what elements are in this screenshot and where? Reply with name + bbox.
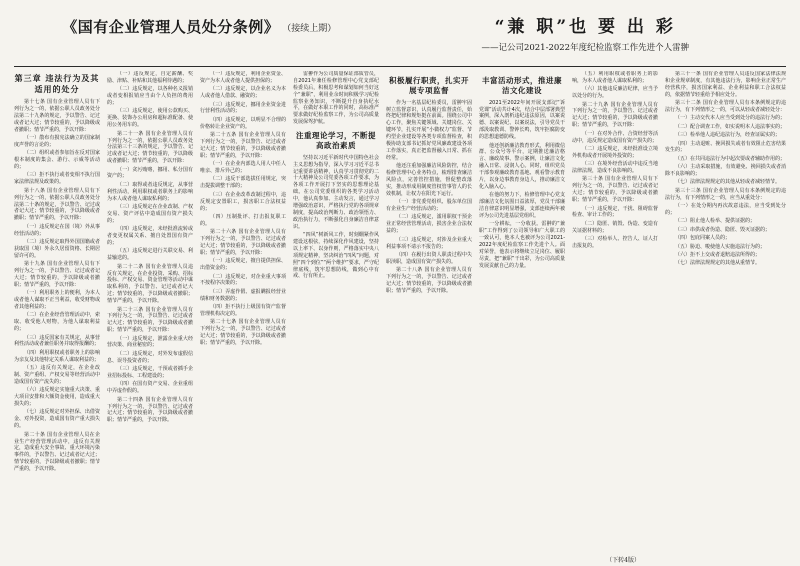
column-3 bbox=[200, 71, 286, 563]
paragraph: （五）违反规定进行关联交易、利益输送的。 bbox=[107, 248, 193, 262]
paragraph: （二）取得或者违反规定，从事营利性活动，利用职权或者职务上的影响为本人或者他人谋取私利的； bbox=[107, 181, 193, 202]
paragraph: （二）违反规定，滥用职权干预企业正常经营管理活动，损害企业合法权益的； bbox=[386, 214, 472, 235]
column-2 bbox=[107, 71, 193, 563]
paragraph: （二）违反规定，对企业重大事项不按程序决策的； bbox=[200, 273, 286, 287]
paragraph: （一）违反规定，自定薪酬、奖励、津贴、补贴和其他福利待遇的； bbox=[107, 71, 193, 84]
paragraph: （三）对检举人、控告人、证人打击报复的。 bbox=[572, 236, 658, 249]
right-headline-title: “兼 职”也 要 出 彩 bbox=[494, 17, 676, 37]
paragraph: 雷翀作为公司质量保证部质管员，自2021年兼任检修管理中心党支部纪检委员后，积极思考和谋划如何当好这个“兼职”，利用业余时间积极学习纪检监察业务知识，不断提升自身执纪水平，在做好本职工作的同时，高标准严要求做好纪检监察工作，为公司高质量发展保驾护航。 bbox=[293, 71, 379, 126]
paragraph: 第二十八条 国有企业管理人员有下列行为之一的，予以警告、记过或者记大过；情节较重的，予以降级或者撤职；情节严重的，予以开除。 bbox=[386, 267, 472, 294]
paragraph: （四）利用职权或者职务上的影响为亲友及其他特定关系人谋取利益的； bbox=[14, 349, 100, 363]
paragraph: （七）法律法规规定的其他从轻或者减轻情节。 bbox=[675, 179, 781, 186]
paragraph: （二）配合调查工作，如实说明本人违法事实的； bbox=[675, 123, 786, 130]
paragraph: （六）拒不上交或者退赔违法所得的； bbox=[675, 251, 761, 258]
paragraph: （二）违反规定，以各种名义报销或者变相报销应当由个人负担的费用的； bbox=[107, 86, 193, 107]
paragraph: （三）违反规定，干预或者插手企业招标投标、工程建设的； bbox=[107, 366, 193, 380]
paragraph: 在他的努力下，检修管理中心党支部廉洁文化氛围日益浓厚，党员干部廉洁自律意识明显增强，支部连续两年被评为公司先进基层党组织。 bbox=[479, 192, 565, 219]
paragraph: （二）阻止他人检举、提供证据的； bbox=[675, 218, 756, 225]
paragraph: （一）在企业内部选人用人中任人唯亲、排斥异己的； bbox=[200, 161, 286, 175]
paragraph: （四）包庇同案人员的； bbox=[675, 235, 731, 242]
paragraph: 他还注重加强廉洁风险防控，结合检修管理中心业务特点，梳理排查廉洁风险点，完善管控措施，督促整改落实，推动形成用制度管权管事管人的长效机制，让权力在阳光下运行。 bbox=[386, 163, 472, 197]
paragraph: （五）在共同违法行为中起次要或者辅助作用的； bbox=[675, 155, 786, 162]
paragraph: （一）利用职务上的便利，为本人或者他人谋取不正当利益，收受财物或者其他利益的； bbox=[14, 290, 100, 310]
paragraph: 第三十条 国有企业管理人员有下列行为之一的，予以警告、记过或者记大过；情节较重的，予以降级或者撤职；情节严重的，予以开除： bbox=[572, 176, 658, 204]
paragraph: （六）主动采取措施，有效避免、挽回损失或者消除不良影响的； bbox=[665, 164, 786, 178]
paragraph: （二）隐匿、销毁、伪造、变造有关证据材料的； bbox=[572, 220, 658, 234]
paragraph: （二）在企业经营管理活动中，索取、收受他人财物，为他人谋取利益的； bbox=[14, 312, 100, 333]
paragraph: 一分耕耘，一分收获。雷翀的“兼职”工作得到了公司领导和广大职工的一致认可，他本人也被评为公司2021-2022年度纪检监察工作先进个人。面对荣誉，他表示将继续立足岗位、履职尽责，把“兼职”干出彩，为公司高质量发展贡献自己的力量。 bbox=[479, 221, 565, 269]
left-headline-title: 《国有企业管理人员处分条例》 bbox=[62, 18, 280, 36]
paragraph: （一）违反规定，利用企业资金、资产为本人或者他人提供担保的； bbox=[200, 71, 286, 84]
column-4 bbox=[293, 71, 379, 563]
paragraph: 第二十九条 国有企业管理人员有下列行为之一的，予以警告、记过或者记大过；情节较重的，予以降级或者撤职；情节严重的，予以开除： bbox=[572, 101, 658, 129]
paragraph: （三）拒不执行或者变相不执行国家法律法规及政策的。 bbox=[14, 172, 100, 186]
paragraph: 第十九条 国有企业管理人员有下列行为之一的，予以警告、记过或者记大过；情节较重的，予以降级或者撤职；情节严重的，予以开除： bbox=[14, 261, 100, 288]
paragraph: “四风”树新风工作，时刻绷紧作风建设这根弦，持续深化作风建设，坚持以上率下、以身作则，严格落实中央八项规定精神，坚决纠治“四风”问题，对照“四个到位”“两个维护”要求，严守纪律底线，筑牢思想防线，做到心中有戒、行有所止。 bbox=[293, 232, 379, 280]
paragraph: 他还创新廉洁教育形式，利用微信群、公众号等平台，定期推送廉洁格言、廉政故事、警示案例，让廉洁文化融入日常、浸润人心。同时，组织党员干部参观廉政教育基地、观看警示教育片，以身边事教育身边人，推动廉洁文化入脑入心。 bbox=[479, 142, 565, 190]
paragraph: （一）违反规定在国（境）外从事经营活动的； bbox=[14, 223, 100, 237]
paragraph: （六）其他违反廉洁纪律，应当予以处分的行为。 bbox=[572, 86, 658, 100]
paragraph: 第二十四条 国有企业管理人员有下列行为之一的，予以警告、记过或者记大过；情节较重的，予以降级或者撤职；情节严重的，予以开除。 bbox=[107, 396, 193, 424]
paragraph: 第二十七条 国有企业管理人员有下列行为之一的，予以警告、记过或者记大过；情节较重的，予以降级或者撤职；情节严重的，予以开除。 bbox=[200, 319, 286, 347]
paragraph: （五）违反有关规定，在企业改制、资产重组、产权交易等经营活动中造成国有资产流失的； bbox=[14, 365, 100, 385]
chapter-heading: 第三章 违法行为及其适用的处分 bbox=[14, 73, 100, 95]
paragraph: （三）违反规定在企业改制、产权交易、资产评估中造成国有资产损失的； bbox=[107, 204, 193, 224]
paragraph: 第二十一条 国有企业管理人员有下列行为之一的，依据公职人员政务处分法第三十三条的规定，予以警告、记过或者记大过；情节较重的，予以降级或者撤职；情节严重的，予以开除： bbox=[107, 130, 193, 165]
paragraph: 第二十六条 国有企业管理人员有下列行为之一的，予以警告、记过或者记大过；情节较重的，予以降级或者撤职；情节严重的，予以开除： bbox=[200, 229, 286, 256]
paragraph: （六）违反规定实施重大决策、重大项目安排和大额资金使用，造成重大损失的； bbox=[14, 387, 100, 408]
paragraph: 第十七条 国有企业管理人员有下列行为之一的，依据公职人员政务处分法第二十九条的规定，予以警告、记过或者记大过；情节较重的，予以降级或者撤职；情节严重的，予以开除： bbox=[14, 99, 100, 133]
paragraph: 第二十二条 国有企业管理人员违反有关规定，在企业投资、采购、招标投标、产权交易、资金管理等活动中谋取私利的，予以警告、记过或者记大过；情节较重的，予以降级或者撤职；情节严重的，予以开除。 bbox=[107, 263, 193, 305]
right-headline-block bbox=[385, 10, 786, 53]
column-1 bbox=[14, 71, 100, 563]
paragraph: （一）在处分期内再次故意违法，应当受到处分的； bbox=[665, 203, 786, 217]
article-columns bbox=[14, 71, 786, 563]
column-8 bbox=[665, 71, 786, 563]
column-6 bbox=[479, 71, 565, 563]
paragraph: （三）违反国家有关规定，从事营利性活动或者兼任职务并取得报酬的； bbox=[14, 334, 100, 348]
column-1-body bbox=[14, 99, 100, 473]
paragraph: （四）在国有资产交易、企业重组中弄虚作假的。 bbox=[107, 381, 193, 395]
paragraph: 第二十五条 国有企业管理人员有下列行为之一的，予以警告、记过或者记大过；情节较重的，予以降级或者撤职；情节严重的，予以开除： bbox=[200, 132, 286, 159]
paragraph: 第三十一条 国有企业管理人员违反国家法律法规和企业规章制度，有其他违法行为，影响企业正常生产经营秩序，损害国家利益、企业利益和职工合法权益的，依据情节轻重给予相应处分。 bbox=[665, 71, 786, 98]
paragraph: （二）违反干部选拔任用规定，突击提拔调整干部的； bbox=[200, 176, 286, 190]
paragraph: （三）违反规定，对涉及企业重大利益事项不请示不报告的； bbox=[386, 236, 472, 250]
header-divider bbox=[14, 66, 786, 67]
paragraph: （一）在对外合作、合资经营等活动中，违反规定造成国有资产损失的； bbox=[572, 130, 658, 144]
paragraph: （三）违反规定，使用公款购买、更换、装饰办公用房和超标准配备、使用公务用车的。 bbox=[107, 108, 193, 129]
paragraph: （五）胁迫、唆使他人实施违法行为的； bbox=[675, 243, 766, 250]
paragraph: 2021至2022年间开展支部记“诉党课”活动共计4次，结合中层部署典型案例，深入剖析违纪违法原因，以案说德、以案说纪、以案说法，引导党员干部汲取教训、警钟长鸣，筑牢拒腐防变的思想道德防线。 bbox=[479, 99, 565, 141]
paragraph: （二）违反规定，对外发布虚假信息、误导投资者的； bbox=[107, 350, 193, 364]
paragraph: 第三十三条 国有企业管理人员有本条例规定的违法行为，有下列情形之一的，应当从重处分： bbox=[665, 187, 786, 201]
paragraph: （三）在企业改革改制过程中，违反规定安置职工，损害职工合法权益的； bbox=[200, 191, 286, 212]
headline-band bbox=[14, 10, 786, 64]
paragraph: （七）违反规定对外担保、出借资金、对外投资，造成国有资产重大损失的。 bbox=[14, 409, 100, 430]
feature-subheading-2: 积极履行职责，扎实开展专项监督 bbox=[389, 76, 469, 96]
paragraph: （四）压制批评、打击报复职工的。 bbox=[200, 213, 286, 227]
paragraph: （三）弄虚作假、虚报瞒报经营业绩和财务数据的； bbox=[200, 288, 286, 302]
paragraph: （三）串供或者伪造、隐匿、毁灭证据的； bbox=[675, 226, 771, 233]
paragraph: 作为一名基层纪检委员，雷翀牢固树立监督意识，认真履行监督责任，始终把纪律和规矩挺在前面。围绕公司中心工作，聚焦关键领域、关键岗位、关键环节，扎实开展“小微权力”监督、节约型企业建设等各类专项监督检查，积极协助支部书记抓好党风廉政建设各项工作落实，真正把监督融入日常、抓在经常。 bbox=[386, 99, 472, 161]
paragraph: （二）组织或者参加旨在反对国家根本制度的集会、游行、示威等活动的； bbox=[14, 150, 100, 171]
paragraph: （一）贪污贿赂，挪用、私分国有资产的； bbox=[107, 166, 193, 180]
paragraph: （二）违反规定取得外国国籍或者获取国（境）外永久居留资格、长期居留许可的。 bbox=[14, 238, 100, 259]
right-headline-subtitle: ——记公司2021-2022年度纪检监察工作先进个人雷翀 bbox=[481, 43, 690, 53]
paragraph: （三）检举他人违纪违法行为，经查证属实的； bbox=[675, 132, 781, 139]
paragraph: （一）违反规定，泄露企业重大经营决策、商业秘密的； bbox=[107, 335, 193, 349]
column-7 bbox=[572, 71, 658, 563]
paragraph: （二）违反规定，未经批准设立境外机构或者开展境外投资的； bbox=[572, 145, 658, 159]
feature-subheading-1: 注重理论学习，不断提高政治素质 bbox=[296, 131, 376, 151]
paragraph: （五）利用职权或者职务上的影响，为本人或者他人谋取私利的； bbox=[572, 71, 658, 84]
left-headline-suffix: （接续上期） bbox=[282, 24, 337, 34]
feature-subheading-3: 丰富活动形式，推进廉洁文化建设 bbox=[482, 76, 562, 96]
paragraph: （一）主动交代本人应当受到处分的违法行为的； bbox=[675, 115, 786, 122]
paragraph: （四）在履行出资人职责过程中失职渎职，造成国有资产损失的。 bbox=[386, 251, 472, 265]
paragraph: 第二十条 国有企业管理人员在企业生产经营管理活动中，违反有关规定，造成重大安全事故、重大环境污染事件的，予以警告、记过或者记大过；情节较重的，予以降级或者撤职；情节严重的，予以开除。 bbox=[14, 431, 100, 473]
left-headline-block bbox=[14, 10, 385, 37]
paragraph: 第十八条 国有企业管理人员有下列行为之一的，依据公职人员政务处分法第二十条的规定，予以警告、记过或者记大过；情节较重的，予以降级或者撤职；情节严重的，予以开除： bbox=[14, 187, 100, 222]
paragraph: （四）主动退赃、挽回损失或者有效阻止危害结果发生的； bbox=[665, 140, 786, 154]
paragraph: （七）法律法规规定的其他从重情节。 bbox=[675, 260, 761, 267]
paragraph: （三）违反规定，挪用企业资金进行营利性活动的； bbox=[200, 101, 286, 115]
paragraph: （一）非党委党组织、股东单位国有企业生产经营活动的； bbox=[386, 199, 472, 213]
continued-note: （下转4版） bbox=[606, 557, 640, 564]
paragraph: 坚持以习近平新时代中国特色社会主义思想为指导，深入学习习近平总书记重要讲话精神，认真学习贯彻党的二十大精神及公司党委各项工作要求，为各项工作开展打下坚实的思想理论基础。在公司党委组织的各类学习活动中，他认真参加、主动发言，通过学习增强政治意识，严格执行党的各项规章制度，提高政治判断力、政治领悟力、政治执行力，不断强化自身廉洁自律意识。 bbox=[293, 154, 379, 230]
paragraph: （二）违反规定，以企业名义为本人或者他人借款、融资的； bbox=[200, 86, 286, 100]
paragraph: （三）在境外经营活动中违反当地法律法规，造成不良影响的。 bbox=[572, 161, 658, 175]
paragraph: （一）违反规定，干扰、阻碍监督检查、审计工作的； bbox=[572, 205, 658, 219]
paragraph: （一）违反规定，擅自提供担保、出借资金的； bbox=[200, 258, 286, 272]
paragraph: （一）散布有损宪法确立的国家制度声誉的言论的； bbox=[14, 135, 100, 148]
paragraph: （四）拒不执行上级国有资产监督管理机构决定的。 bbox=[200, 304, 286, 317]
paragraph: 第三十二条 国有企业管理人员有本条例规定的违法行为，有下列情形之一的，可以从轻或者减轻处分： bbox=[665, 100, 786, 113]
column-5 bbox=[386, 71, 472, 563]
paragraph: 第二十三条 国有企业管理人员有下列行为之一的，予以警告、记过或者记大过；情节较重的，予以降级或者撤职；情节严重的，予以开除： bbox=[107, 306, 193, 334]
paragraph: （四）违反规定，未经批准流转或者变更权属关系、擅自处置国有资产的； bbox=[107, 226, 193, 246]
paragraph: （四）违反规定，以明显不合理的价格转让企业资产的。 bbox=[200, 116, 286, 130]
